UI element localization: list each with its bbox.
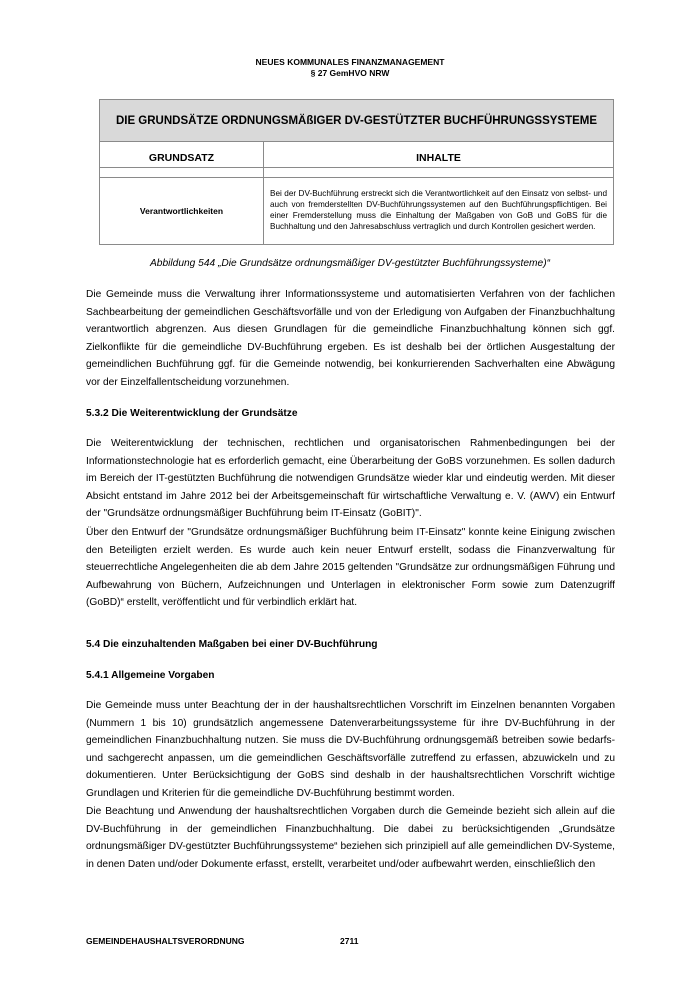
- table-title: DIE GRUNDSÄTZE ORDNUNGSMÄßIGER DV-GESTÜTZTER BUCHFÜHRUNGSSYSTEME: [100, 100, 614, 142]
- table-spacer-cell: [100, 168, 264, 178]
- page-number: 2711: [340, 936, 359, 946]
- column-header-grundsatz: GRUNDSATZ: [100, 142, 264, 168]
- page-header: [0, 57, 700, 79]
- principles-table: [99, 99, 614, 245]
- header-line-2: § 27 GemHVO NRW: [310, 68, 390, 78]
- table-spacer-cell: [264, 168, 614, 178]
- footer-title: GEMEINDEHAUSHALTSVERORDNUNG: [86, 936, 245, 946]
- column-header-inhalte: INHALTE: [264, 142, 614, 168]
- paragraph-5: Die Beachtung und Anwendung der haushaltsrechtlichen Vorgaben durch die Gemeinde bezieht sich allein auf die DV-Buchführung in der gemeindlichen Finanzbuchhaltung. Die dabei zu berücksichtigenden „Grundsätze ordnungsmäßiger DV-gestützter Buchführungssysteme“ beziehen sich prinzipiell auf alle gemeindlichen DV-Systeme, in denen Daten und/oder Dokumente erfasst, erstellt, verarbeitet und/oder aufbewahrt werden, einschließlich den: [86, 806, 615, 870]
- row-label: Verantwortlichkeiten: [100, 178, 264, 245]
- paragraph-2: Die Weiterentwicklung der technischen, rechtlichen und organisatorischen Rahmenbedingungen bei der Informationstechnologie hat es erforderlich gemacht, eine Überarbeitung der GoBS vorzunehmen. Es sollen dadurch im Bereich der IT-gestützten Buchführung die notwendigen Grundsätze wieder klar und eindeutig werden. Mit dieser Absicht entstand im Jahre 2012 bei der Arbeitsgemeinschaft für wirtschaftliche Verwaltung e. V. (AWV) ein Entwurf der "Grundsätze ordnungsmäßiger Buchführung beim IT-Einsatz (GoBIT)".: [86, 438, 615, 519]
- paragraph-3: Über den Entwurf der "Grundsätze ordnungsmäßiger Buchführung beim IT-Einsatz" konnte keine Einigung zwischen den Beteiligten erzielt werden. Es wurde auch kein neuer Entwurf erstellt, sodass die Finanzverwaltung für steuerrechtliche Angelegenheiten die ab dem Jahre 2015 geltenden "Grundsätze zur ordnungsmäßigen Führung und Aufbewahrung von Büchern, Aufzeichnungen und Unterlagen in elektronischer Form sowie zum Datenzugriff (GoBD)“ erstellt, veröffentlicht und für verbindlich erklärt hat.: [86, 527, 615, 608]
- heading-5-4: 5.4 Die einzuhaltenden Maßgaben bei einer DV-Buchführung: [86, 639, 378, 650]
- header-line-1: NEUES KOMMUNALES FINANZMANAGEMENT: [255, 57, 445, 67]
- figure-caption: Abbildung 544 „Die Grundsätze ordnungsmäßiger DV-gestützter Buchführungssysteme)“: [150, 258, 550, 269]
- table-row: [100, 178, 614, 245]
- paragraph-4: Die Gemeinde muss unter Beachtung der in der haushaltsrechtlichen Vorschrift im Einzelnen benannten Vorgaben (Nummern 1 bis 10) grundsätzlich angemessene Datenverarbeitungssysteme für ihre DV-Buchführung in der gemeindlichen Finanzbuchhaltung nutzen. Sie muss die DV-Buchführung ordnungsgemäß betreiben sowie bedarfs- und sachgerecht anpassen, um die gemeindlichen Geschäftsvorfälle zutreffend zu erfassen, abzuwickeln und zu dokumentieren. Unter Berücksichtigung der GoBS sind deshalb in der haushaltsrechtlichen Vorschrift wichtige Grundlagen und Kriterien für die gemeindliche DV-Buchführung bestimmt worden.: [86, 700, 615, 799]
- row-content: Bei der DV-Buchführung erstreckt sich die Verantwortlichkeit auf den Einsatz von selbst- und auch von fremderstellten DV-Buchführungssystemen auf den Buchführungspflichtigen. Bei einer Fremderstellung muss die Einhaltung der Maßgaben von GoB und GoBS für die Buchhaltung und den Jahresabschluss vertraglich und durch Kontrollen gesichert werden.: [264, 178, 614, 245]
- heading-5-3-2: 5.3.2 Die Weiterentwicklung der Grundsätze: [86, 408, 298, 419]
- paragraph-1: Die Gemeinde muss die Verwaltung ihrer Informationssysteme und automatisierten Verfahren von der fachlichen Sachbearbeitung der gemeindlichen Geschäftsvorfälle und von der Erledigung von Aufgaben der Finanzbuchhaltung verantwortlich abgrenzen. Aus diesen Grundlagen für die gemeindliche Finanzbuchhaltung können sich ggf. Zielkonflikte für die gemeindliche DV-Buchführung ergeben. Es ist deshalb bei der örtlichen Ausgestaltung der gemeindlichen Buchführung ggf. für die Gemeinde notwendig, bei konkurrierenden Sachverhalten eine Abwägung vor der Einzelfallentscheidung vorzunehmen.: [86, 289, 615, 388]
- heading-5-4-1: 5.4.1 Allgemeine Vorgaben: [86, 670, 215, 681]
